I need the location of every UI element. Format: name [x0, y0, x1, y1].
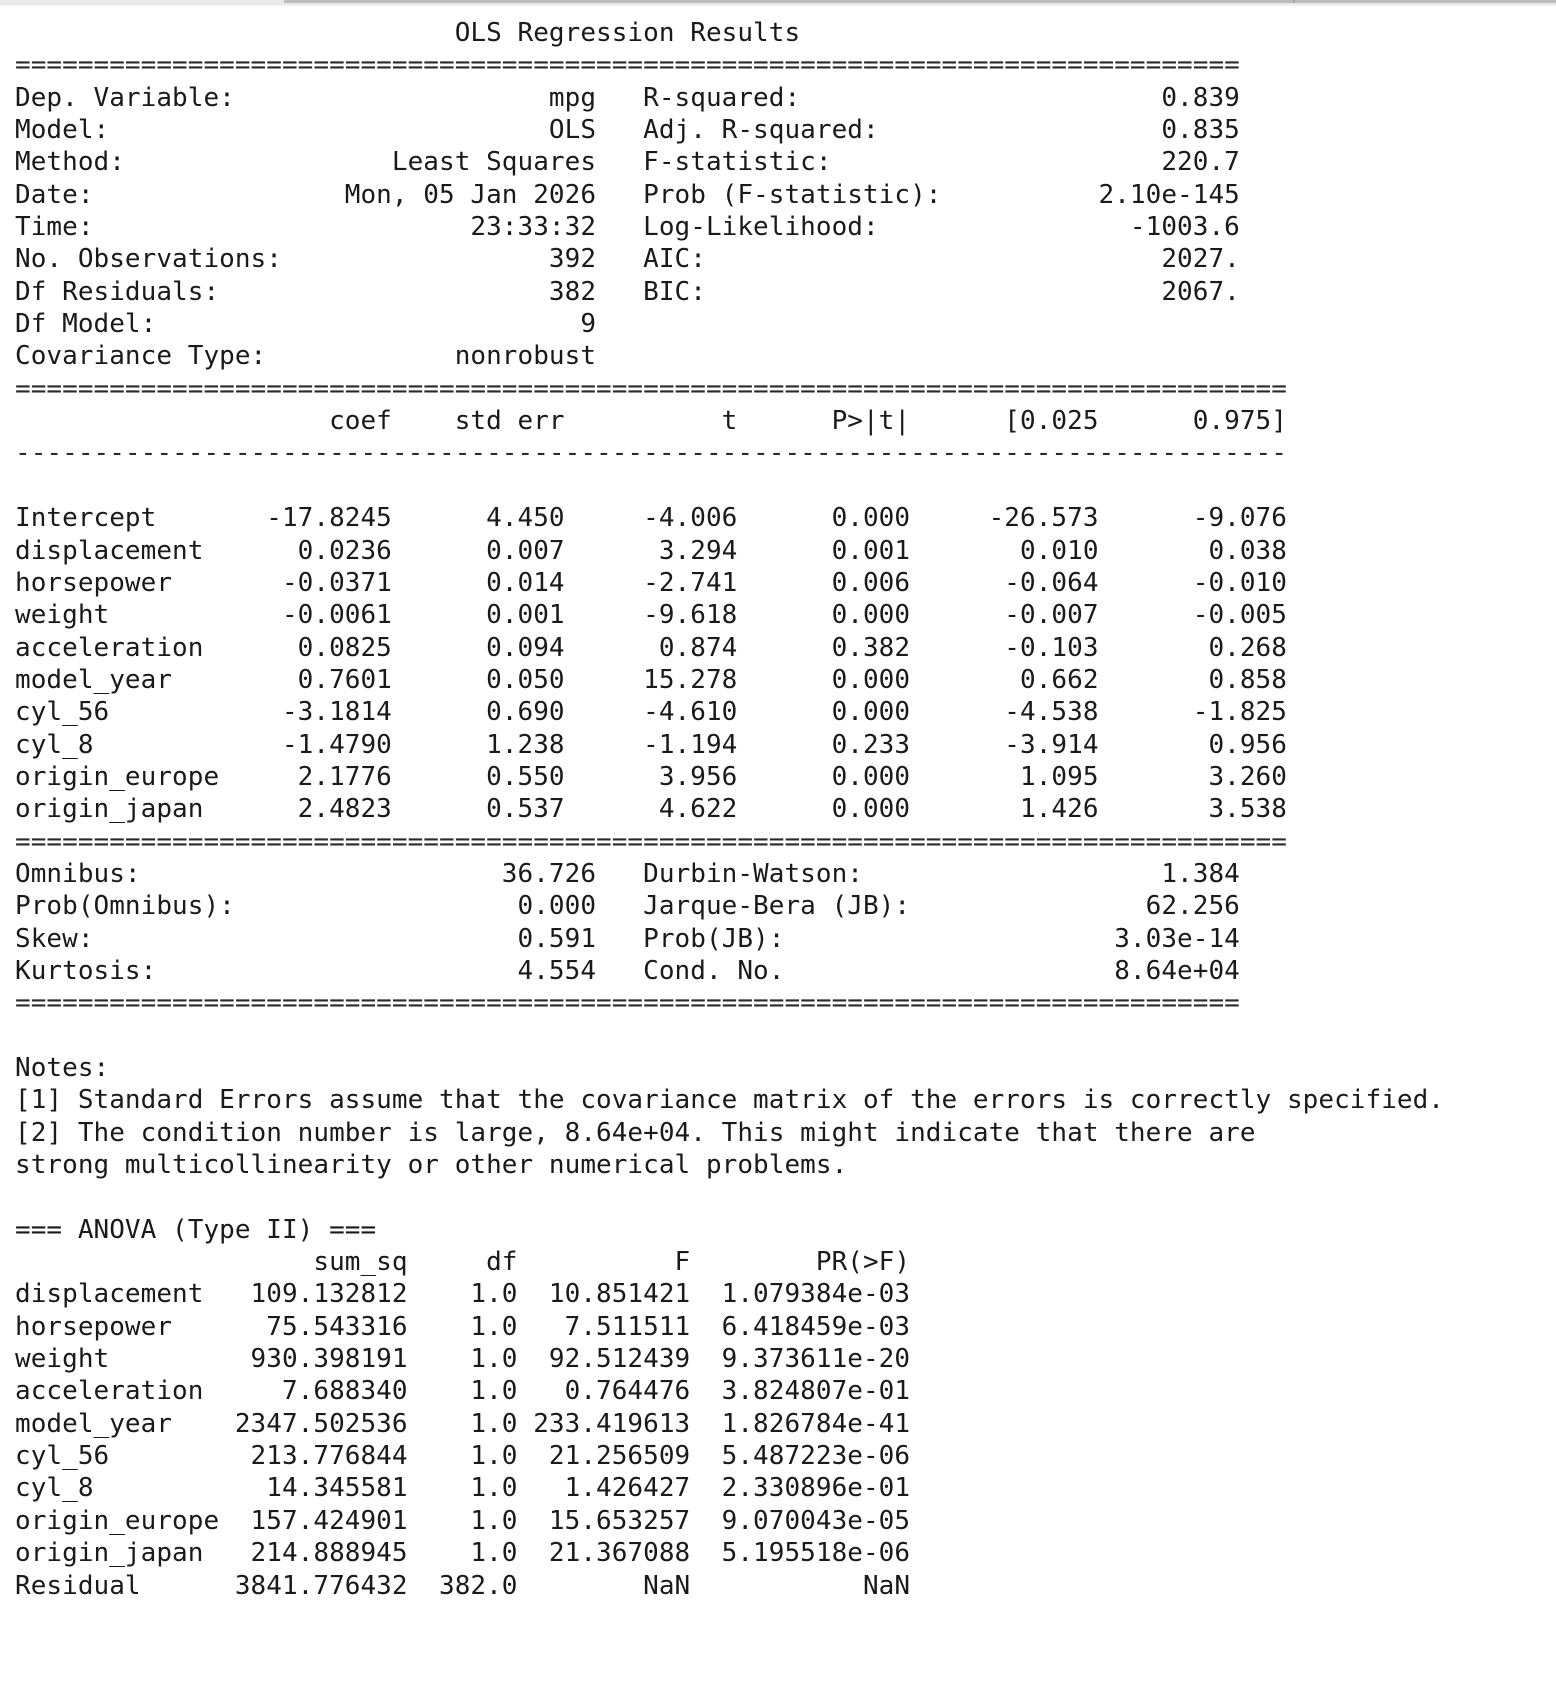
blank-line: [15, 470, 1444, 502]
coef-row: weight -0.0061 0.001 -9.618 0.000 -0.007 -0.005: [15, 600, 1287, 631]
note-line: [1] Standard Errors assume that the covariance matrix of the errors is correctly specified.: [15, 1085, 1445, 1116]
anova-row: origin_japan 214.888945 1.0 21.367088 5.195518e-06: [15, 1538, 911, 1569]
double-rule: ==============================================================================: [15, 988, 1240, 1019]
note-line: [2] The condition number is large, 8.64e+04. This might indicate that there are: [15, 1117, 1256, 1148]
coef-row: model_year 0.7601 0.050 15.278 0.000 0.662 0.858: [15, 664, 1287, 695]
single-rule: ---------------------------------------------------------------------------------: [15, 438, 1287, 469]
model-info-row: Model: OLS Adj. R-squared: 0.835: [15, 115, 1240, 146]
model-info-row: No. Observations: 392 AIC: 2027.: [15, 244, 1240, 275]
model-info-row: Covariance Type: nonrobust: [15, 341, 597, 372]
model-info-row: Df Residuals: 382 BIC: 2067.: [15, 276, 1240, 307]
diagnostics-row: Prob(Omnibus): 0.000 Jarque-Bera (JB): 62.256: [15, 891, 1240, 922]
model-info-row: Dep. Variable: mpg R-squared: 0.839: [15, 82, 1240, 113]
anova-row: cyl_56 213.776844 1.0 21.256509 5.487223e-06: [15, 1441, 911, 1472]
regression-output: [15, 17, 1444, 1602]
diagnostics-row: Kurtosis: 4.554 Cond. No. 8.64e+04: [15, 955, 1240, 986]
notes-heading: Notes:: [15, 1053, 110, 1083]
note-line: strong multicollinearity or other numerical problems.: [15, 1150, 848, 1181]
summary-title: OLS Regression Results: [15, 18, 801, 48]
diagnostics-block: [15, 858, 1444, 987]
anova-row: acceleration 7.688340 1.0 0.764476 3.824807e-01: [15, 1376, 911, 1407]
diagnostics-row: Omnibus: 36.726 Durbin-Watson: 1.384: [15, 858, 1240, 889]
anova-row: model_year 2347.502536 1.0 233.419613 1.826784e-41: [15, 1408, 911, 1439]
anova-row: cyl_8 14.345581 1.0 1.426427 2.330896e-01: [15, 1473, 911, 1504]
anova-row: weight 930.398191 1.0 92.512439 9.373611e-20: [15, 1344, 911, 1375]
coef-row: cyl_56 -3.1814 0.690 -4.610 0.000 -4.538 -1.825: [15, 697, 1287, 728]
coef-row: Intercept -17.8245 4.450 -4.006 0.000 -26.573 -9.076: [15, 503, 1287, 534]
horizontal-scrollbar[interactable]: [0, 0, 1556, 6]
anova-row: Residual 3841.776432 382.0 NaN NaN: [15, 1570, 911, 1601]
coef-table-header: coef std err t P>|t| [0.025 0.975]: [15, 406, 1287, 437]
anova-table-header: sum_sq df F PR(>F): [15, 1247, 911, 1278]
model-info-row: Date: Mon, 05 Jan 2026 Prob (F-statistic): 2.10e-145: [15, 179, 1240, 210]
anova-row: horsepower 75.543316 1.0 7.511511 6.418459e-03: [15, 1311, 911, 1342]
coef-row: origin_japan 2.4823 0.537 4.622 0.000 1.426 3.538: [15, 794, 1287, 825]
anova-row: origin_europe 157.424901 1.0 15.653257 9.070043e-05: [15, 1505, 911, 1536]
double-rule: =================================================================================: [15, 373, 1287, 404]
coef-row: cyl_8 -1.4790 1.238 -1.194 0.233 -3.914 0.956: [15, 729, 1287, 760]
blank-line: [15, 1181, 1444, 1213]
diagnostics-row: Skew: 0.591 Prob(JB): 3.03e-14: [15, 923, 1240, 954]
model-info-row: Method: Least Squares F-statistic: 220.7: [15, 147, 1240, 178]
scrollbar-thumb[interactable]: [284, 0, 1556, 3]
anova-row: displacement 109.132812 1.0 10.851421 1.079384e-03: [15, 1279, 911, 1310]
coef-row: origin_europe 2.1776 0.550 3.956 0.000 1.095 3.260: [15, 761, 1287, 792]
blank-line: [15, 1020, 1444, 1052]
double-rule: ==============================================================================: [15, 50, 1240, 81]
notes-block: [15, 1084, 1444, 1181]
coef-row: displacement 0.0236 0.007 3.294 0.001 0.010 0.038: [15, 535, 1287, 566]
model-info-row: Df Model: 9: [15, 309, 597, 340]
scrollbar-divider: [1293, 0, 1295, 3]
model-info-block: [15, 82, 1444, 373]
model-info-row: Time: 23:33:32 Log-Likelihood: -1003.6: [15, 212, 1240, 243]
anova-heading: === ANOVA (Type II) ===: [15, 1214, 377, 1245]
coef-table-body: [15, 470, 1444, 826]
coef-row: horsepower -0.0371 0.014 -2.741 0.006 -0.064 -0.010: [15, 567, 1287, 598]
anova-table-body: [15, 1278, 1444, 1601]
coef-row: acceleration 0.0825 0.094 0.874 0.382 -0.103 0.268: [15, 632, 1287, 663]
double-rule: =================================================================================: [15, 826, 1287, 857]
